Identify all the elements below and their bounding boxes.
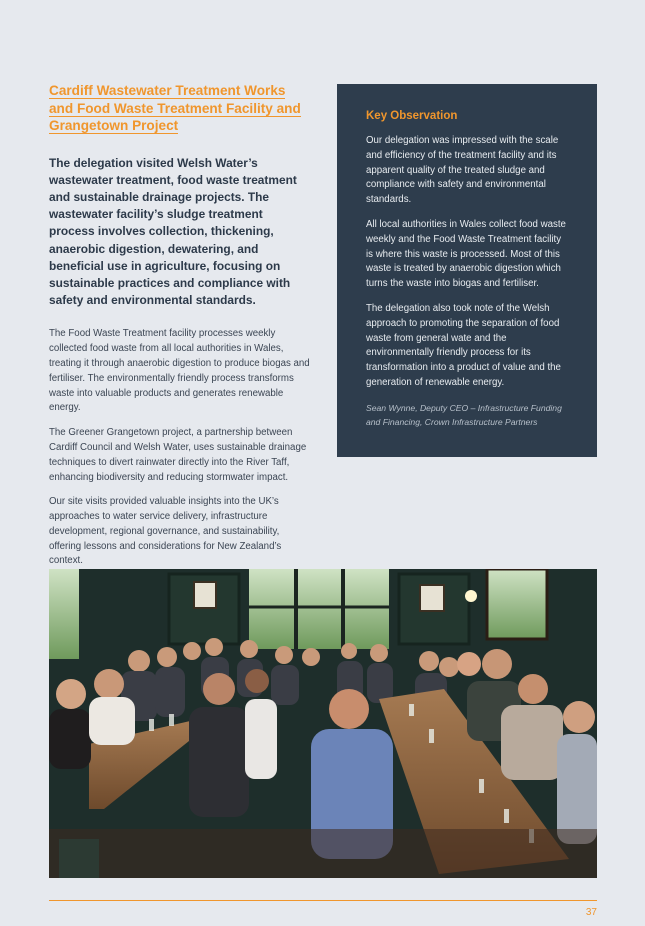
photo-illustration	[49, 569, 597, 878]
callout-paragraph-1: Our delegation was impressed with the scale and efficiency of the treatment facility and its apparent quality of the treated sludge and compliance with safety and environmental standards.	[366, 135, 559, 206]
lead-paragraph: The delegation visited Welsh Water’s wastewater treatment, food waste treatment and sustainable drainage projects. The wastewater facility’s sludge treatment process involves collection, thickening, anaerobic digestion, dewatering, and beneficial use in agriculture, focusing on sustainable practices and compliance with safety and environmental standards.	[49, 155, 297, 308]
footer-rule	[49, 900, 597, 901]
delegation-dinner-photo	[49, 569, 597, 878]
body-paragraph-food-waste: The Food Waste Treatment facility processes weekly collected food waste from all local authorities in Wales, treating it through anaerobic digestion to produce biogas and fertiliser. The environmentally friendly process transforms waste into valuable products and generates renewable energy.	[49, 328, 310, 414]
key-observation-panel	[337, 84, 597, 457]
title-line-1: Cardiff Wastewater Treatment Works	[49, 83, 286, 98]
callout-title: Key Observation	[366, 110, 458, 122]
callout-paragraph-3: The delegation also took note of the Welsh approach to promoting the separation of food waste from general wate and the environmentally friendly process for its transformation into a product of value and the generation of renewable energy.	[366, 302, 561, 388]
callout-paragraph-2: All local authorities in Wales collect food waste weekly and the Food Waste Treatment facility is where this waste is processed. Most of this waste is treated by anaerobic digestion which turns the waste into biogas and fertiliser.	[366, 218, 566, 290]
body-paragraph-insights: Our site visits provided valuable insights into the UK’s approaches to water service delivery, infrastructure development, regional governance, and sustainability, offering lessons and considerations for New Zealand’s context.	[49, 496, 282, 567]
body-paragraph-grangetown: The Greener Grangetown project, a partnership between Cardiff Council and Welsh Water, uses sustainable drainage techniques to divert rainwater directly into the River Taff, enhancing biodiversity and reducing stormwater impact.	[49, 427, 307, 483]
article-column	[49, 82, 311, 569]
title-line-2: and Food Waste Treatment Facility and	[49, 100, 301, 116]
section-title	[49, 82, 311, 135]
title-line-3: Grangetown Project	[49, 118, 179, 133]
page-number: 37	[585, 907, 597, 918]
callout-attribution: Sean Wynne, Deputy CEO – Infrastructure Funding and Financing, Crown Infrastructure Partners	[366, 402, 562, 428]
